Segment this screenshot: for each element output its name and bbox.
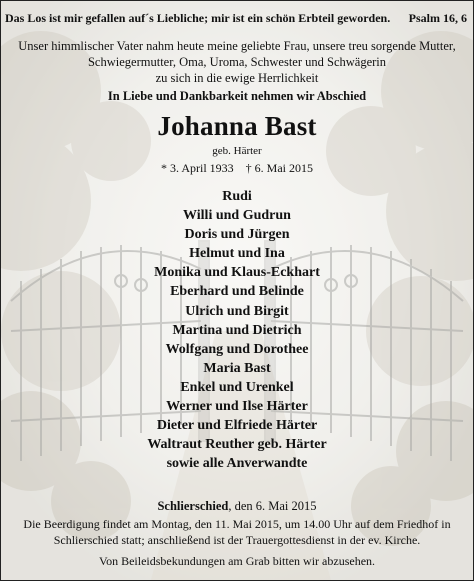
mourner-entry: Willi und Gudrun — [183, 208, 291, 224]
mourner-entry: Eberhard und Belinde — [170, 284, 304, 300]
mourner-entry: Ulrich und Birgit — [185, 303, 289, 319]
funeral-info — [1, 516, 473, 548]
place-name: Schlierschied — [157, 499, 229, 513]
psalm-reference: Psalm 16, 6 — [408, 11, 467, 25]
funeral-line-2: Schlierschied statt; anschließend ist der Trauergottesdienst in der ev. Kirche. — [53, 533, 421, 547]
condolence-request: Von Beileidsbekundungen am Grab bitten wir abzusehen. — [98, 554, 376, 568]
place-and-date — [1, 499, 473, 514]
funeral-line-1: Die Beerdigung findet am Montag, den 11. Mai 2015, um 14.00 Uhr auf dem Friedhof in — [23, 517, 451, 531]
intro-line-1: Unser himmlischer Vater nahm heute meine geliebte Frau, unsere treu sorgende Mutter, — [18, 39, 456, 53]
mourner-entry: Rudi — [222, 189, 252, 204]
intro-line-3: zu sich in die ewige Herrlichkeit — [155, 71, 319, 85]
deceased-name: Johanna Bast — [157, 111, 317, 141]
psalm-text: Das Los ist mir gefallen auf´s Liebliche; mir ist ein schön Erbteil geworden. — [5, 11, 391, 25]
mourner-entry: Waltraut Reuther geb. Härter — [147, 437, 327, 453]
life-dates: * 3. April 1933 † 6. Mai 2015 — [161, 161, 313, 175]
intro-line-2: Schwiegermutter, Oma, Uroma, Schwester und Schwägerin — [87, 55, 387, 69]
farewell-heading: In Liebe und Dankbarkeit nehmen wir Abschied — [107, 89, 367, 103]
mourner-entry: sowie alle Anverwandte — [166, 456, 308, 472]
mourner-entry: Wolfgang und Dorothee — [165, 341, 309, 357]
mourner-entry: Maria Bast — [203, 360, 271, 376]
mourner-entry: Martina und Dietrich — [172, 322, 302, 338]
mourner-entry: Helmut und Ina — [189, 246, 285, 262]
notice-date: , den 6. Mai 2015 — [228, 499, 317, 513]
mourner-entry: Werner und Ilse Härter — [166, 399, 308, 415]
mourners-list — [1, 187, 473, 473]
psalm-verse — [5, 11, 467, 29]
maiden-name: geb. Härter — [212, 145, 262, 157]
mourner-entry: Dieter und Elfriede Härter — [156, 418, 318, 434]
mourner-entry: Enkel und Urenkel — [180, 379, 294, 395]
mourner-entry: Monika und Klaus-Eckhart — [154, 265, 320, 281]
mourner-entry: Doris und Jürgen — [184, 227, 290, 243]
